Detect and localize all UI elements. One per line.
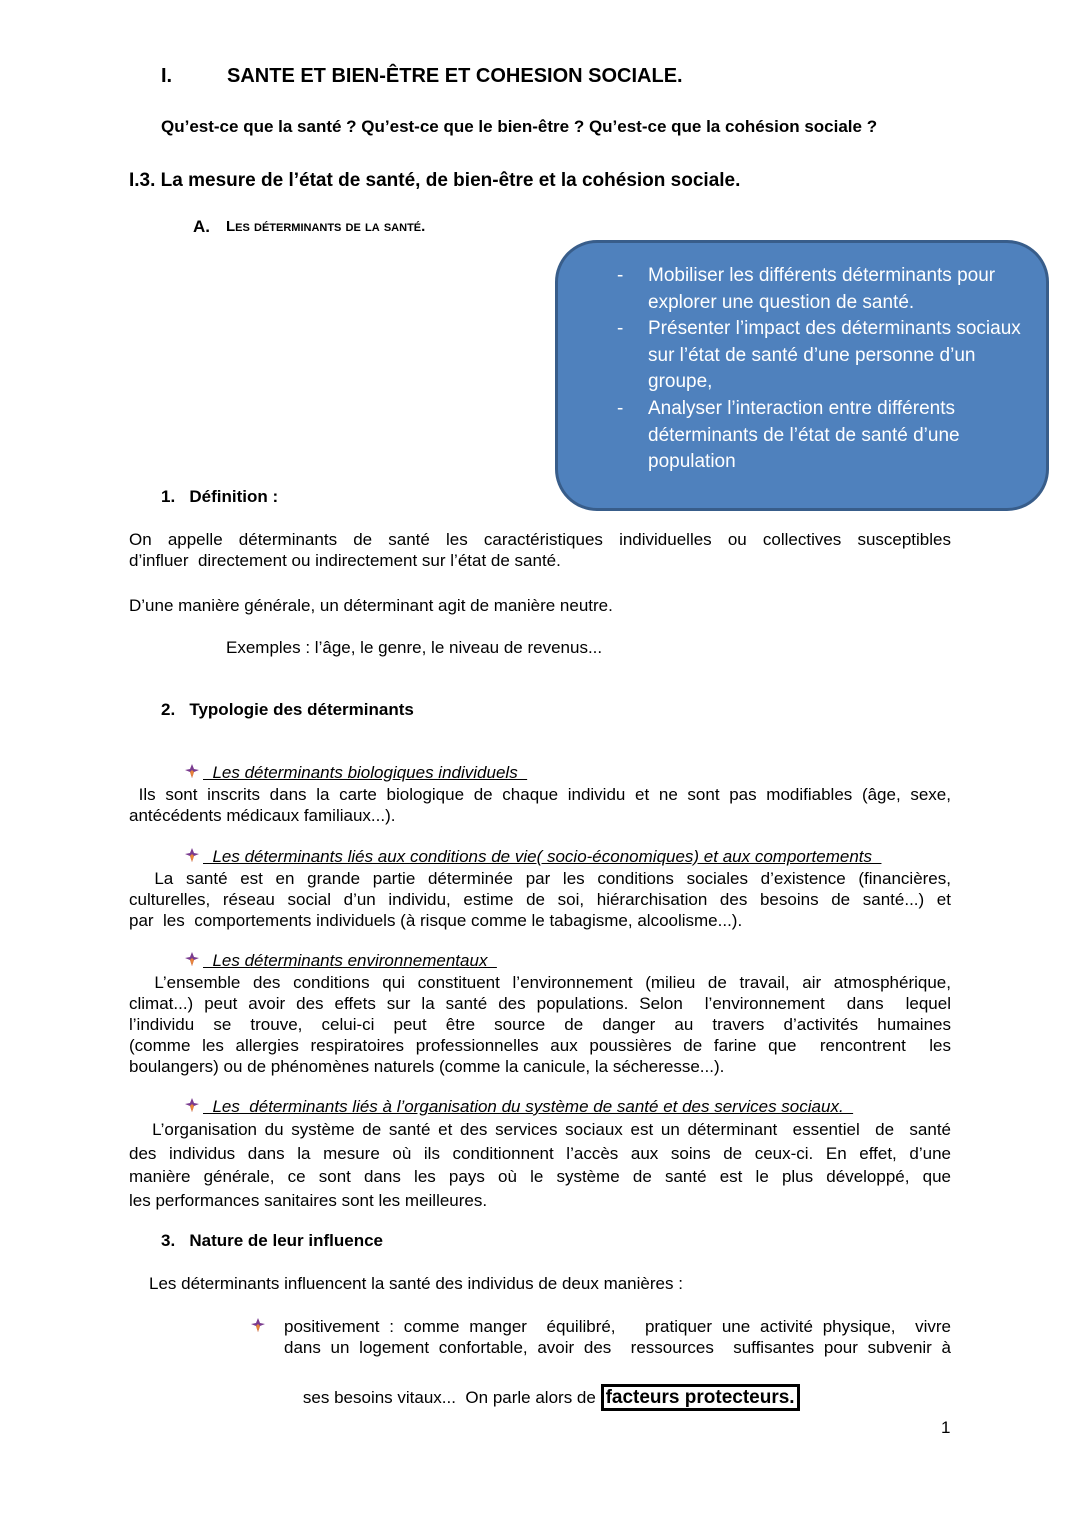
definition-paragraph bbox=[129, 529, 951, 571]
dash: - bbox=[617, 398, 624, 419]
determinant-paragraph bbox=[129, 868, 951, 931]
text-line: par les comportements individuels (à risque comme le tabagisme, alcoolisme...). bbox=[129, 911, 743, 930]
text-line: manière générale, ce sont dans les pays où le système de santé est le plus développé, que bbox=[129, 1167, 951, 1187]
section-questions: Qu’est-ce que la santé ? Qu’est-ce que le bien-être ? Qu’est-ce que la cohésion sociale ? bbox=[161, 117, 878, 136]
objective-item bbox=[617, 396, 1038, 476]
determinant-title: Les déterminants liés aux conditions de vie( socio-économiques) et aux comportements bbox=[203, 847, 882, 866]
text-line: l’individu se trouve, celui-ci peut être source de danger au travers d’activités humaines bbox=[129, 1015, 951, 1034]
dash: - bbox=[617, 318, 624, 339]
arrow-cross-bullet-icon bbox=[185, 847, 203, 867]
influence-intro: Les déterminants influencent la santé des individus de deux manières : bbox=[149, 1274, 683, 1293]
objective-text: Mobiliser les différents déterminants pour explorer une question de santé. bbox=[648, 265, 996, 313]
text-line: L’organisation du système de santé et des services sociaux est un déterminant essentiel de santé bbox=[129, 1120, 951, 1139]
typology-heading: 2. Typologie des déterminants bbox=[161, 700, 414, 719]
text-line: L’ensemble des conditions qui constituent l’environnement (milieu de travail, air atmosphérique, bbox=[129, 973, 951, 992]
definition-heading: 1. Définition : bbox=[161, 487, 279, 506]
text-line: (comme les allergies respiratoires professionnelles aux poussières de farine que rencontrent les bbox=[129, 1036, 951, 1055]
determinant-paragraph bbox=[129, 1118, 951, 1213]
part-letter: A. bbox=[193, 217, 210, 236]
section-number: I. bbox=[161, 65, 173, 87]
subsection-title: I.3. La mesure de l’état de santé, de bien-être et la cohésion sociale. bbox=[129, 170, 741, 191]
text-line: les performances sanitaires sont les meilleures. bbox=[129, 1191, 488, 1211]
arrow-cross-bullet-icon bbox=[185, 763, 203, 783]
framed-term: facteurs protecteurs. bbox=[601, 1384, 800, 1411]
text-line: La santé est en grande partie déterminée par les conditions sociales d’existence (financières, bbox=[129, 869, 951, 888]
determinant-title: Les déterminants environnementaux bbox=[203, 951, 497, 970]
arrow-cross-bullet-icon bbox=[185, 951, 203, 971]
definition-neutral: D’une manière générale, un déterminant agit de manière neutre. bbox=[129, 596, 613, 615]
definition-examples: Exemples : l’âge, le genre, le niveau de revenus... bbox=[226, 638, 603, 657]
arrow-cross-bullet-icon bbox=[251, 1318, 269, 1337]
objective-item bbox=[617, 316, 1038, 396]
determinant-heading bbox=[185, 951, 497, 971]
text-line: des individus dans la mesure où ils conditionnent l’accès aux soins de ceux-ci. En effet, d’une bbox=[129, 1143, 951, 1163]
determinant-paragraph bbox=[129, 972, 951, 1077]
objectives-box bbox=[555, 240, 1049, 511]
determinant-heading bbox=[185, 847, 881, 867]
objective-text: Présenter l’impact des déterminants sociaux sur l’état de santé d’une personne d’un groupe, bbox=[648, 318, 1021, 392]
text-line: culturelles, réseau social d’un individu, estime de soi, hiérarchisation des besoins de santé...) et bbox=[129, 890, 951, 909]
determinant-heading bbox=[185, 763, 527, 783]
page-number: 1 bbox=[941, 1418, 951, 1437]
determinant-title: Les déterminants biologiques individuels bbox=[203, 763, 528, 782]
section-title: SANTE ET BIEN-ÊTRE ET COHESION SOCIALE. bbox=[227, 65, 683, 87]
dash: - bbox=[617, 265, 624, 286]
influence-positive-bullet bbox=[284, 1316, 951, 1434]
text-line: On appelle déterminants de santé les caractéristiques individuelles ou collectives susceptibles bbox=[129, 530, 951, 549]
arrow-cross-bullet-icon bbox=[185, 1097, 203, 1117]
text-line: Ils sont inscrits dans la carte biologique de chaque individu et ne sont pas modifiables (âge, sexe, bbox=[129, 785, 951, 804]
determinant-heading bbox=[185, 1097, 853, 1117]
text-line: climat...) peut avoir des effets sur la santé des populations. Selon l’environnement dans lequel bbox=[129, 994, 951, 1013]
objective-item bbox=[617, 263, 1038, 316]
text-line: d’influer directement ou indirectement sur l’état de santé. bbox=[129, 551, 561, 570]
text-line: boulangers) ou de phénomènes naturels (comme la canicule, la sécheresse...). bbox=[129, 1057, 725, 1076]
influence-heading: 3. Nature de leur influence bbox=[161, 1231, 384, 1250]
text-line: antécédents médicaux familiaux...). bbox=[129, 806, 396, 825]
text-line: ses besoins vitaux... On parle alors de bbox=[302, 1388, 601, 1407]
text-line: dans un logement confortable, avoir des ressources suffisantes pour subvenir à bbox=[284, 1338, 951, 1357]
part-title: Les déterminants de la santé. bbox=[226, 218, 426, 235]
text-line: positivement : comme manger équilibré, pratiquer une activité physique, vivre bbox=[284, 1317, 951, 1336]
determinant-title: Les déterminants liés à l’organisation du système de santé et des services sociaux. bbox=[203, 1097, 854, 1116]
determinant-paragraph bbox=[129, 784, 951, 826]
objective-text: Analyser l’interaction entre différents déterminants de l’état de santé d’une population bbox=[648, 398, 960, 472]
